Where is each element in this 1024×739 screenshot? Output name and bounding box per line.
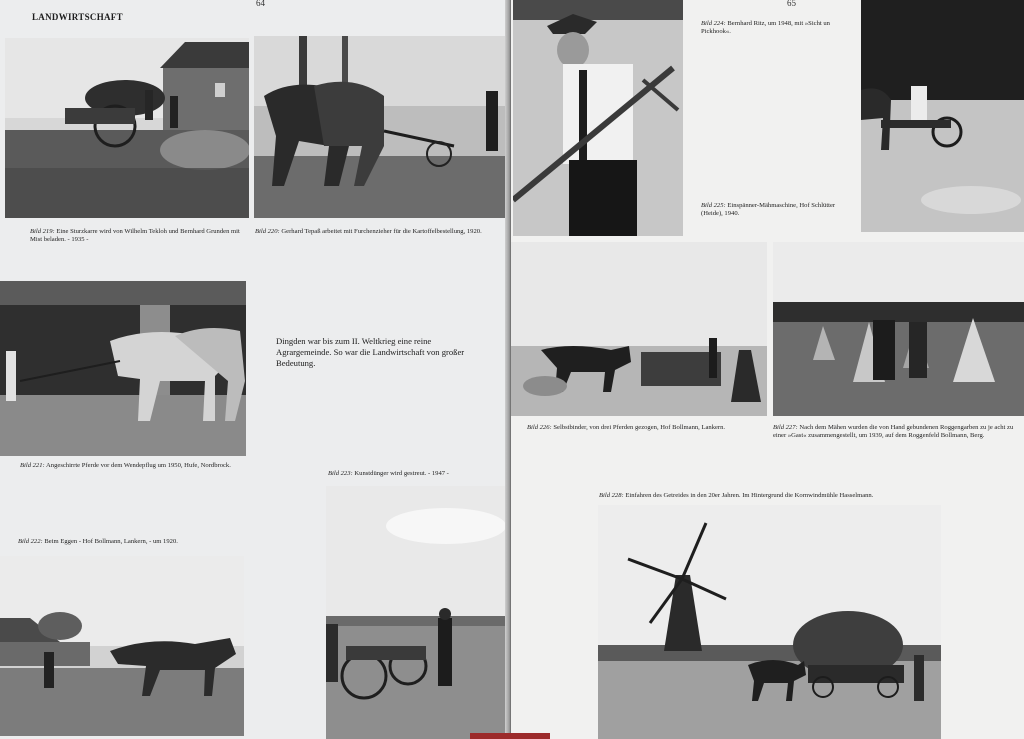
caption-223-text: Kunstdünger wird gestreut. - 1947 - [354, 470, 449, 477]
caption-222 [18, 538, 244, 546]
photo-227-rye-sheaves [773, 242, 1024, 416]
caption-222-tag: Bild 222: [18, 538, 43, 545]
caption-228-tag: Bild 228: [599, 492, 624, 499]
page-number-left: 64 [256, 0, 265, 8]
caption-220-tag: Bild 220: [255, 228, 280, 235]
caption-225 [701, 202, 851, 219]
right-page [511, 0, 1024, 739]
caption-228 [599, 492, 959, 500]
photo-225-mower [861, 0, 1024, 232]
caption-219-tag: Bild 219: [30, 228, 55, 235]
caption-227-text: Nach dem Mähen wurden die von Hand gebundenen Roggengarben zu je acht zu einer »Gast« zusammengestellt, um 1939, auf dem Roggenfeld Bollmann, Berg. [773, 424, 1014, 440]
photo-228-windmill-harvest [598, 505, 941, 739]
caption-220 [255, 228, 507, 236]
caption-226 [527, 424, 759, 432]
photo-219-manure-cart [5, 38, 249, 218]
bookmark-ribbon [470, 733, 550, 739]
photo-223-fertilizer [326, 486, 506, 739]
caption-221 [20, 462, 246, 470]
caption-224 [701, 20, 851, 37]
intro-text: Dingden war bis zum II. Weltkrieg eine reine Agrargemeinde. So war die Landwirtschaft von großer Bedeutung. [276, 336, 465, 368]
caption-225-tag: Bild 225: [701, 202, 726, 209]
caption-227-tag: Bild 227: [773, 424, 798, 431]
caption-225-text: Einspänner-Mähmaschine, Hof Schlütter (Heide), 1940. [701, 202, 836, 218]
photo-220-furrow-plough [254, 36, 509, 218]
caption-227 [773, 424, 1021, 441]
page-number-right: 65 [787, 0, 796, 8]
running-head: LANDWIRTSCHAFT [32, 12, 123, 22]
photo-222-harrowing [0, 556, 244, 736]
photo-226-binder [511, 242, 767, 416]
caption-223 [328, 470, 506, 478]
caption-219-text: Eine Sturzkarre wird von Wilhelm Tekloh und Bernhard Grunden mit Mist beladen. - 1935 - [30, 228, 240, 244]
photo-224-scythe [513, 0, 683, 236]
caption-221-tag: Bild 221: [20, 462, 45, 469]
caption-222-text: Beim Eggen - Hof Bollmann, Lankern, - um 1920. [44, 538, 178, 545]
caption-219 [30, 228, 248, 245]
caption-226-tag: Bild 226: [527, 424, 552, 431]
caption-221-text: Angeschirrte Pferde vor dem Wendepflug um 1950, Hufe, Nordbrock. [46, 462, 231, 469]
caption-220-text: Gerhard Tepaß arbeitet mit Furchenzieher für die Kartoffelbestellung, 1920. [281, 228, 482, 235]
caption-226-text: Selbstbinder, von drei Pferden gezogen, Hof Bollmann, Lankern. [553, 424, 726, 431]
caption-224-tag: Bild 224: [701, 20, 726, 27]
left-page [0, 0, 509, 739]
caption-224-text: Bernhard Ritz, um 1948, mit »Sicht un Pickhook«. [701, 20, 830, 36]
caption-228-text: Einfahren des Getreides in den 20er Jahren. Im Hintergrund die Kornwindmühle Hasselmann. [625, 492, 874, 499]
photo-221-harnessed-horses [0, 281, 246, 456]
caption-223-tag: Bild 223: [328, 470, 353, 477]
